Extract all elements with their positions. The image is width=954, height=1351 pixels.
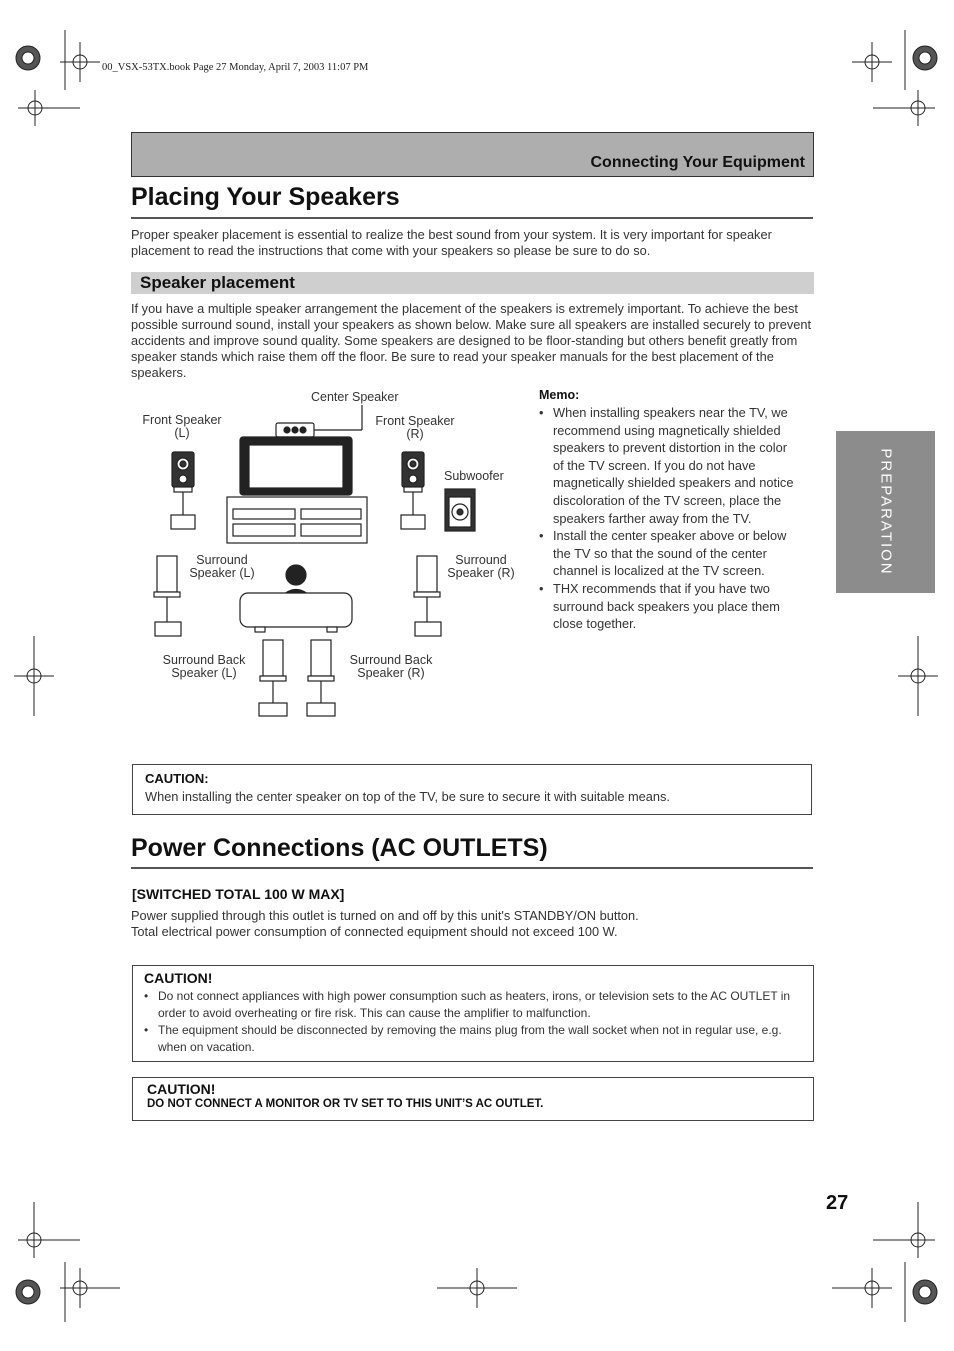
side-tab-preparation — [836, 431, 935, 593]
placement-paragraph: If you have a multiple speaker arrangement the placement of the speakers is extremely important. To achieve the best possible surround sound, install your speakers as shown below. Make sure all speakers are installed securely to prevent accidents and improve sound quality. Some speakers are designed to be floor-standing but others benefit greatly from speaker stands which raise them off the floor. Be sure to read your speaker manuals for the best placement of the speakers. — [131, 301, 812, 380]
label-center-speaker: Center Speaker — [311, 390, 399, 404]
subheading-speaker-placement: Speaker placement — [140, 273, 295, 292]
memo-title: Memo: — [539, 388, 580, 402]
caution-box-appliances — [132, 965, 814, 1062]
caution-box-monitor — [132, 1077, 814, 1121]
caution-box-center-speaker — [132, 764, 812, 815]
caution-list — [144, 988, 802, 1056]
page-number: 27 — [826, 1192, 849, 1214]
label-surround-back-r: Surround Back Speaker (R) — [349, 653, 433, 680]
side-tab-label: PREPARATION — [877, 448, 894, 576]
label-surround-back-l: Surround Back Speaker (L) — [162, 653, 246, 680]
chapter-title: Connecting Your Equipment — [590, 154, 805, 171]
title-rule — [131, 217, 813, 219]
surround-speaker-r — [417, 556, 437, 592]
memo-item: • When installing speakers near the TV, we recommend using magnetically shielded speakers to prevent distortion in the color of the TV screen. If you do not have magnetically shielded speakers and notice discoloration of the TV screen, place the speakers farther away from the TV. — [539, 404, 795, 527]
subheading-bar — [131, 272, 814, 294]
title-rule — [131, 867, 813, 869]
memo-item: • Install the center speaker above or below the TV so that the sound of the center channel is localized at the TV screen. — [539, 527, 795, 580]
label-front-speaker-r: Front Speaker (R) — [375, 414, 455, 441]
memo-list — [539, 404, 795, 633]
label-front-speaker-l: Front Speaker (L) — [142, 413, 222, 440]
chapter-header-bar — [131, 132, 814, 177]
caution-title: CAUTION! — [144, 970, 213, 986]
surround-back-speaker-r — [311, 640, 331, 676]
intro-paragraph: Proper speaker placement is essential to realize the best sound from your system. It is very important for speaker placement to read the instructions that come with your speakers so please be sure to do so. — [131, 227, 772, 258]
label-subwoofer: Subwoofer — [444, 469, 504, 483]
power-text-2: Total electrical power consumption of connected equipment should not exceed 100 W. — [131, 924, 618, 939]
label-surround-l: Surround Speaker (L) — [189, 553, 255, 580]
caution-item: • Do not connect appliances with high power consumption such as heaters, irons, or television sets to the AC OUTLET in order to avoid overheating or fire risk. This can cause the amplifier to malfunction. — [144, 988, 802, 1022]
section-title-speakers: Placing Your Speakers — [131, 183, 400, 211]
power-text-1: Power supplied through this outlet is turned on and off by this unit's STANDBY/ON button. — [131, 908, 639, 923]
section-title-power: Power Connections (AC OUTLETS) — [131, 834, 548, 862]
caution-text: DO NOT CONNECT A MONITOR OR TV SET TO THIS UNIT’S AC OUTLET. — [147, 1098, 544, 1110]
sofa — [240, 593, 352, 627]
switched-outlet-heading: [SWITCHED TOTAL 100 W MAX] — [132, 886, 345, 902]
listener — [286, 565, 306, 585]
caution-title: CAUTION! — [147, 1081, 216, 1097]
memo-block — [539, 388, 795, 633]
caution-text: When installing the center speaker on top of the TV, be sure to secure it with suitable means. — [145, 789, 670, 804]
caution-item: • The equipment should be disconnected by removing the mains plug from the wall socket when not in regular use, e.g. when on vacation. — [144, 1022, 802, 1056]
surround-back-speaker-l — [263, 640, 283, 676]
surround-speaker-l — [157, 556, 177, 592]
label-surround-r: Surround Speaker (R) — [447, 553, 515, 580]
print-info: 00_VSX-53TX.book Page 27 Monday, April 7, 2003 11:07 PM — [102, 62, 369, 73]
caution-title: CAUTION: — [145, 771, 209, 786]
memo-item: • THX recommends that if you have two surround back speakers you place them close together. — [539, 580, 795, 633]
